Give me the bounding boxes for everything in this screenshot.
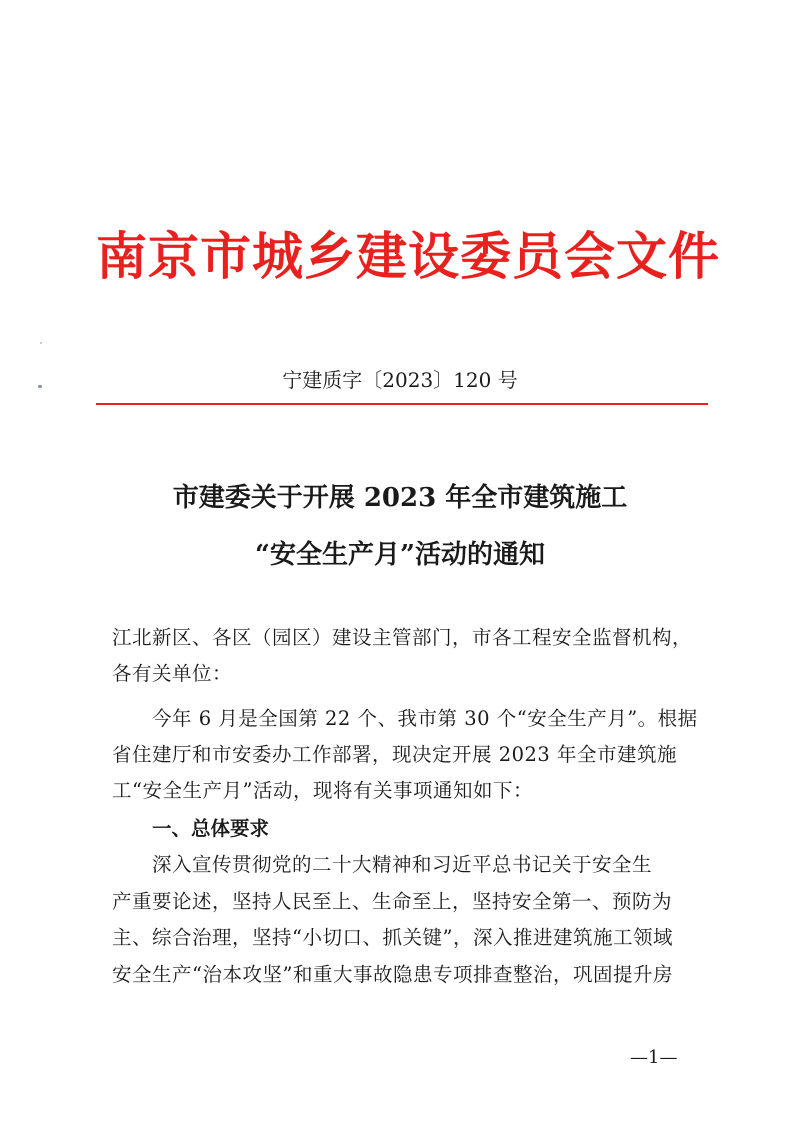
red-divider-line: [96, 403, 708, 405]
paragraph-line: 产重要论述，坚持人民至上、生命至上，坚持安全第一、预防为: [112, 890, 673, 913]
paragraph-line: 安全生产“治本攻坚”和重大事故隐患专项排查整治，巩固提升房: [112, 963, 673, 986]
paragraph-line: 工“安全生产月”活动，现将有关事项通知如下：: [112, 779, 533, 802]
addressee-line-2: 各有关单位：: [112, 662, 233, 685]
paragraph-line: 今年 6 月是全国第 22 个、我市第 30 个“安全生产月”。根据: [152, 707, 698, 730]
paragraph-line: 主、综合治理，坚持“小切口、抓关键”，深入推进建筑施工领域: [112, 926, 673, 949]
addressee-line-1: 江北新区、各区（园区）建设主管部门，市各工程安全监督机构，: [112, 626, 693, 649]
paragraph-line: 深入宣传贯彻党的二十大精神和习近平总书记关于安全生: [152, 853, 653, 876]
notice-title-line-1: 市建委关于开展 2023 年全市建筑施工: [172, 483, 628, 513]
issuer-masthead: 南京市城乡建设委员会文件: [96, 227, 721, 287]
section-heading: 一、总体要求: [152, 817, 270, 840]
scan-speck: [40, 342, 42, 344]
document-number: 宁建质字〔2023〕120 号: [282, 368, 518, 392]
page-number: —1—: [630, 1047, 678, 1068]
paragraph-line: 省住建厅和市安委办工作部署，现决定开展 2023 年全市建筑施: [112, 743, 678, 766]
notice-title-line-2: “安全生产月”活动的通知: [255, 540, 545, 570]
